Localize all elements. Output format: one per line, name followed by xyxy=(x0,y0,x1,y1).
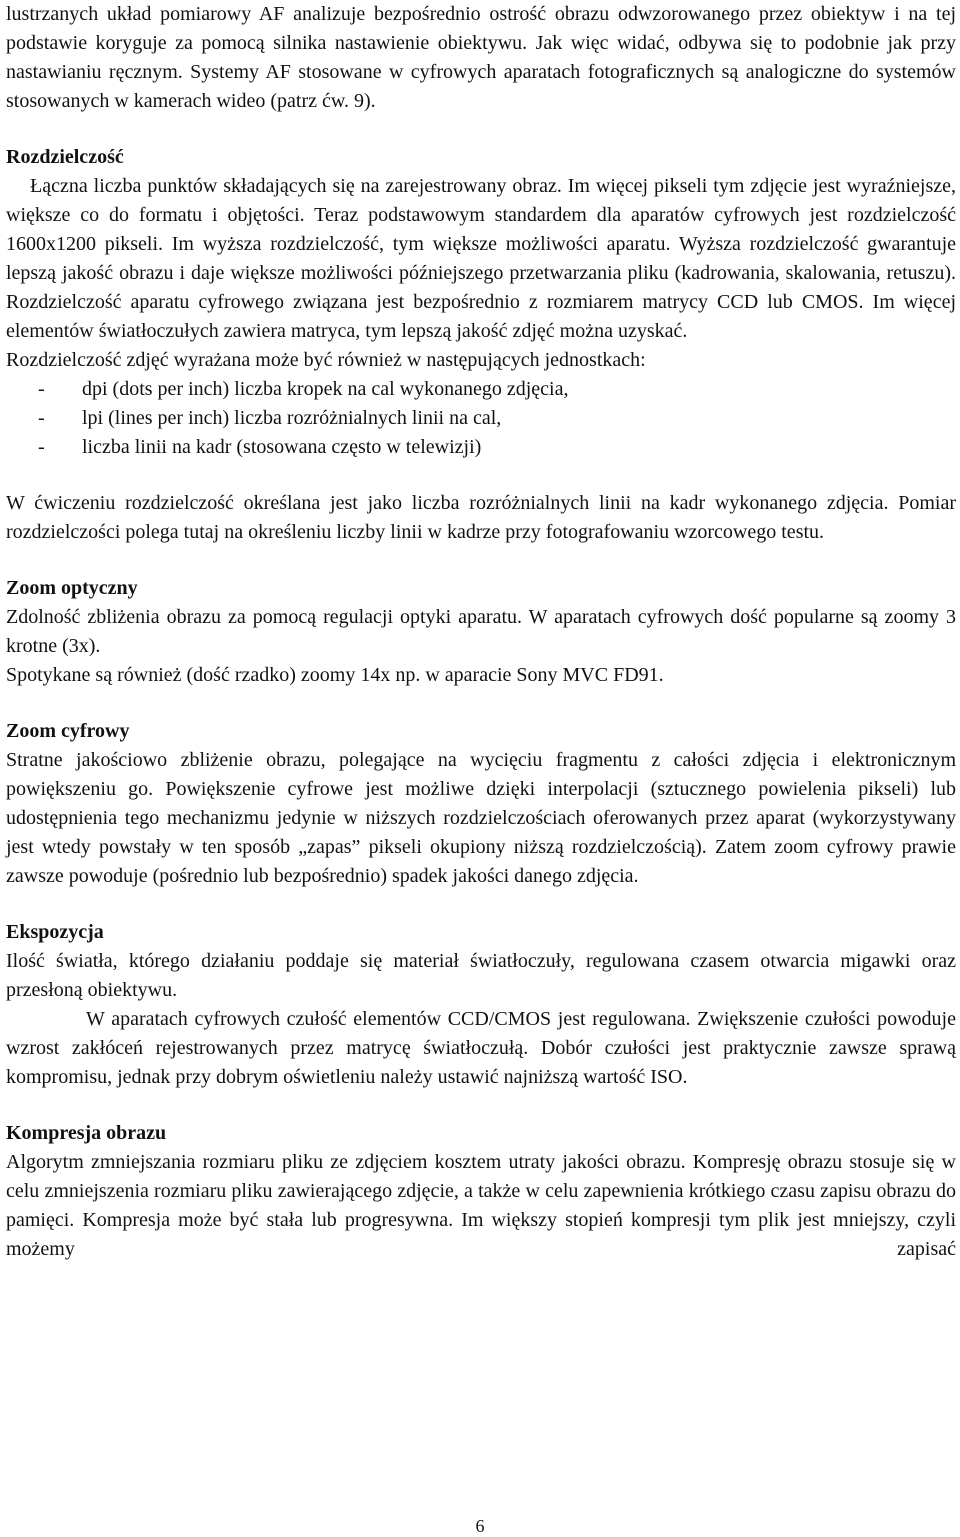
spacer xyxy=(6,462,956,489)
spacer xyxy=(6,891,956,918)
spacer xyxy=(6,1092,956,1119)
kompresja-paragraph: Algorytm zmniejszania rozmiaru pliku ze zdjęciem kosztem utraty jakości obrazu. Kompresję obrazu stosuje się w celu zmniejszenia rozmiaru pliku zawierającego zdjęcie, a także w celu zapewnienia krótkiego czasu zapisu obrazu do pamięci. Kompresja może być stała lub progresywna. Im większy stopień kompresji tym plik jest mniejszy, czyli możemy zapisać xyxy=(6,1151,956,1260)
spacer xyxy=(6,116,956,143)
ekspozycja-paragraph: Ilość światła, którego działaniu poddaje się materiał światłoczuły, regulowana czasem otwarcia migawki oraz przesłoną obiektywu. xyxy=(6,950,956,1001)
zoom-optyczny-paragraph: Zdolność zbliżenia obrazu za pomocą regulacji optyki aparatu. W aparatach cyfrowych dość popularne są zoomy 3 krotne (3x). xyxy=(6,606,956,657)
zoom-optyczny-example: Spotykane są również (dość rzadko) zoomy 14x np. w aparacie Sony MVC FD91. xyxy=(6,664,664,686)
page-number: 6 xyxy=(475,1516,485,1536)
intro-paragraph: lustrzanych układ pomiarowy AF analizuje bezpośrednio ostrość obrazu odwzorowanego przez obiektyw i na tej podstawie koryguje za pomocą silnika nastawienie obiektywu. Jak więc widać, odbywa się to podobnie jak przy nastawianiu ręcznym. Systemy AF stosowane w cyfrowych aparatach fotograficznych są analogiczne do systemów stosowanych w kamerach wideo (patrz ćw. 9). xyxy=(6,3,956,112)
list-item: - dpi (dots per inch) liczba kropek na cal wykonanego zdjęcia, xyxy=(38,378,569,400)
section-heading-kompresja: Kompresja obrazu xyxy=(6,1122,167,1144)
spacer xyxy=(6,690,956,717)
list-item: - lpi (lines per inch) liczba rozróżnialnych linii na cal, xyxy=(38,407,502,429)
units-list xyxy=(6,375,956,462)
spacer xyxy=(6,547,956,574)
section-heading-zoom-cyfrowy: Zoom cyfrowy xyxy=(6,720,130,742)
rozdzielczosc-exercise-paragraph: W ćwiczeniu rozdzielczość określana jest jako liczba rozróżnialnych linii na kadr wykonanego zdjęcia. Pomiar rozdzielczości polega tutaj na określeniu liczby linii w kadrze przy fotografowaniu wzorcowego testu. xyxy=(6,492,956,543)
section-heading-rozdzielczosc: Rozdzielczość xyxy=(6,146,124,168)
document-page xyxy=(6,0,956,1264)
ekspozycja-sensitivity-paragraph: W aparatach cyfrowych czułość elementów CCD/CMOS jest regulowana. Zwiększenie czułości powoduje wzrost zakłóceń rejestrowanych przez matrycę światłoczułą. Dobór czułości jest praktycznie zawsze sprawą kompromisu, jednak przy dobrym oświetleniu należy ustawić najniższą wartość ISO. xyxy=(6,1008,956,1088)
section-heading-ekspozycja: Ekspozycja xyxy=(6,921,104,943)
rozdzielczosc-units-paragraph: Rozdzielczość zdjęć wyrażana może być również w następujących jednostkach: xyxy=(6,349,646,371)
rozdzielczosc-paragraph: Łączna liczba punktów składających się na zarejestrowany obraz. Im więcej pikseli tym zdjęcie jest wyraźniejsze, większe co do formatu i objętości. Teraz podstawowym standardem dla aparatów cyfrowych jest rozdzielczość 1600x1200 pikseli. Im wyższa rozdzielczość, tym większe możliwości aparatu. Wyższa rozdzielczość gwarantuje lepszą jakość obrazu i daje większe możliwości późniejszego przetwarzania pliku (kadrowania, skalowania, retuszu). Rozdzielczość aparatu cyfrowego związana jest bezpośrednio z rozmiarem matrycy CCD lub CMOS. Im więcej elementów światłoczułych zawiera matryca, tym lepszą jakość zdjęć można uzyskać. xyxy=(6,175,956,342)
section-heading-zoom-optyczny: Zoom optyczny xyxy=(6,577,138,599)
zoom-cyfrowy-paragraph: Stratne jakościowo zbliżenie obrazu, polegające na wycięciu fragmentu z całości zdjęcia i elektronicznym powiększeniu go. Powiększenie cyfrowe jest możliwe dzięki interpolacji (sztucznego powielenia pikseli) lub udostępnienia tego mechanizmu jedynie w niższych rozdzielczościach oferowanych przez aparat (wykorzystywany jest wtedy powstały w ten sposób „zapas” pikseli okupiony niższą rozdzielczością). Zatem zoom cyfrowy prawie zawsze powoduje (pośrednio lub bezpośrednio) spadek jakości danego zdjęcia. xyxy=(6,749,956,887)
list-item: - liczba linii na kadr (stosowana często w telewizji) xyxy=(38,436,482,458)
